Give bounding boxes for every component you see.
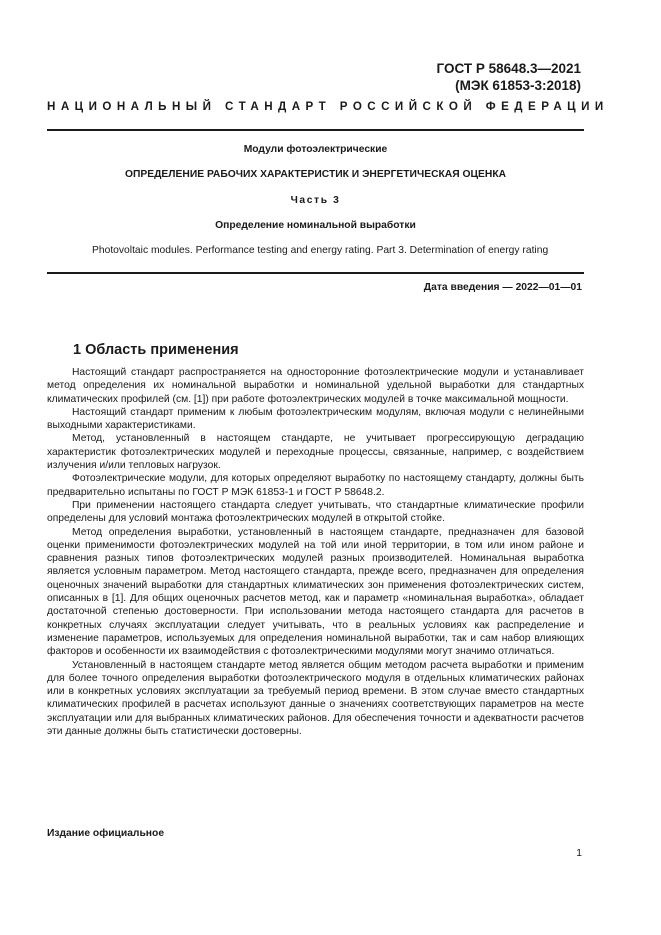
paragraph: Фотоэлектрические модули, для которых определяют выработку по настоящему стандарту, должны быть предварительно испытаны по ГОСТ Р МЭК 61853-1 и ГОСТ Р 58648.2. [47, 473, 584, 498]
page-number: 1 [576, 848, 582, 859]
title-line-2: ОПРЕДЕЛЕНИЕ РАБОЧИХ ХАРАКТЕРИСТИК И ЭНЕРГЕТИЧЕСКАЯ ОЦЕНКА [124, 169, 507, 180]
paragraph: Настоящий стандарт применим к любым фотоэлектрическим модулям, включая модули с нелинейными выходными характеристиками. [47, 406, 584, 432]
title-line-1: Модули фотоэлектрические [243, 144, 388, 155]
paragraph: Метод, установленный в настоящем стандарте, не учитывает прогрессирующую деградацию характеристик фотоэлектрических модулей и переходные процессы, связанные, например, с воздействием излучения и/или тепловых нагрузок. [47, 433, 584, 472]
paragraph: Метод определения выработки, установленный в настоящем стандарте, предназначен для базовой оценки применимости фотоэлектрических модулей на той или иной территории, в том или ином районе и сравнения разных типов фотоэлектрических модулей разных производителей. Номинальная выработка является условным параметром. Метод настоящего стандарта, прежде всего, предназначен для определения оценочных значений выработки для стандартных климатических зон применения фотоэлектрических систем, описанных в [1]. Для общих оценочных расчетов метод, как и параметр «номинальная выработка», обладает достаточной степенью достоверности. При использовании метода настоящего стандарта для расчетов в конкретных случаях эксплуатации следует учитывать, что в реальных условиях как распределение и изменение параметров, используемых для определения номинальной выработки, так и сам набор влияющих факторов и особенности их взаимодействия с фотоэлектрическими модулями могут значимо отличаться. [47, 526, 584, 658]
english-title: Photovoltaic modules. Performance testing and energy rating. Part 3. Determination of energy rating [92, 245, 549, 256]
part-title: Определение номинальной выработки [215, 220, 416, 231]
official-edition-label: Издание официальное [47, 828, 165, 839]
paragraph: Настоящий стандарт распространяется на односторонние фотоэлектрические модули и устанавливает метод определения их номинальной выработки и номинальной удельной выработки для стандартных климатических профилей (см. [1]) при работе фотоэлектрических модулей в точке максимальной мощности. [47, 367, 584, 405]
standard-designation [437, 60, 581, 94]
bottom-divider [47, 272, 584, 274]
section-body [47, 366, 584, 738]
paragraph: При применении настоящего стандарта следует учитывать, что стандартные климатические профили определены для условий монтажа фотоэлектрических модулей в открытой стойке. [47, 499, 584, 525]
top-divider [47, 129, 584, 131]
introduction-date: Дата введения — 2022—01—01 [423, 282, 582, 293]
national-standard-heading: НАЦИОНАЛЬНЫЙ СТАНДАРТ РОССИЙСКОЙ ФЕДЕРАЦИИ [47, 100, 609, 113]
iec-code: (МЭК 61853-3:2018) [455, 78, 581, 93]
part-label: Часть 3 [290, 195, 341, 206]
section-heading: 1 Область применения [73, 342, 239, 358]
standard-code: ГОСТ Р 58648.3—2021 [436, 61, 581, 76]
paragraph: Установленный в настоящем стандарте метод является общим методом расчета выработки и применим для более точного определения выработки фотоэлектрического модуля в отдельных климатических районах или в конкретных условиях эксплуатации за требуемый период времени. В этом случае вместо стандартных климатических профилей в расчетах используют данные о значениях соответствующих параметров на месте эксплуатации или для выбранных климатических районов. Для обеспечения точности и адекватности расчетов эти данные должны быть статистически достоверны. [47, 659, 584, 738]
